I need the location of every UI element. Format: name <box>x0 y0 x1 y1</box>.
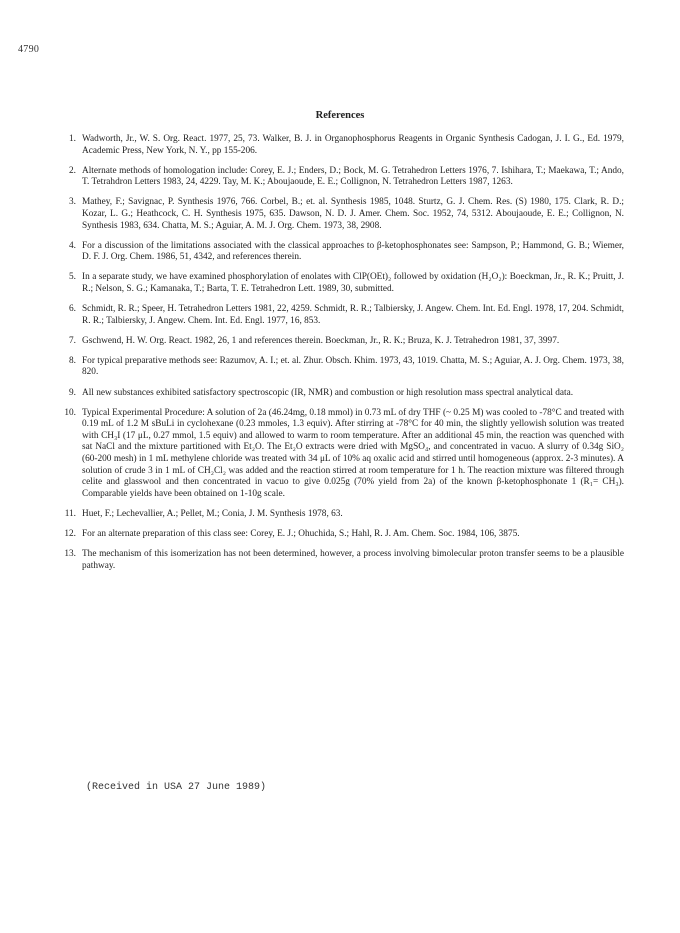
reference-item <box>56 272 624 295</box>
reference-number: 1. <box>69 134 76 144</box>
reference-text: For an alternate preparation of this class see: Corey, E. J.; Ohuchida, S.; Hahl, R. J. Am. Chem. Soc. 1984, 106, 3875. <box>82 528 520 539</box>
reference-text: Gschwend, H. W. Org. React. 1982, 26, 1 and references therein. Boeckman, Jr., R. K.; Bruza, K. J. Tetrahedron 1981, 37, 3997. <box>82 335 560 346</box>
reference-number: 5. <box>69 272 76 283</box>
reference-item <box>56 241 624 264</box>
reference-text: For a discussion of the limitations associated with the classical approaches to β-ketophosphonates see: Sampson, P.; Hammond, G. B.; Wiemer, D. F. J. Org. Chem. 1986, 51, 4342, and references therein. <box>82 240 624 263</box>
received-date: (Received in USA 27 June 1989) <box>86 782 267 793</box>
reference-item <box>56 134 624 157</box>
reference-item <box>56 549 624 572</box>
reference-text: The mechanism of this isomerization has not been determined, however, a process involving bimolecular proton transfer seems to be a plausible pathway. <box>82 549 624 571</box>
reference-number: 8. <box>69 355 76 366</box>
reference-number: 7. <box>69 335 76 346</box>
reference-number: 13. <box>64 549 76 560</box>
page-number: 4790 <box>18 44 40 55</box>
reference-number: 11. <box>64 508 76 519</box>
reference-text: Huet, F.; Lechevallier, A.; Pellet, M.; Conia, J. M. Synthesis 1978, 63. <box>82 508 343 519</box>
reference-item <box>56 356 624 379</box>
reference-text: Typical Experimental Procedure: A solution of 2a (46.24mg, 0.18 mmol) in 0.73 mL of dry THF (~ 0.25 M) was cooled to -78°C and treated with 0.19 mL of 1.2 M sBuLi in cyclohexane (0.23 mmoles, 1.3 equiv). After stirring at -78°C for 40 min, the slightly yellowish solution was treated with CH₃I (17 μL, 0.27 mmol, 1.5 equiv) and allowed to warm to room temperature. After an additional 45 min, the reaction was quenched with sat NaCl and the mixture partitioned with Et₂O. The Et₂O extracts were dried with MgSO₄, and concentrated in vacuo. A slurry of 0.34g SiO₂ (60-200 mesh) in 1 mL methylene chloride was treated with 34 μL of 10% aq oxalic acid and stirred until homogeneous (approx. 2-3 minutes). A solution of crude 3 in 1 mL of CH₂Cl₂ was added and the reaction stirred at room temperature for 1 h. The reaction mixture was filtered through celite and glasswool and then concentrated in vacuo to give 0.025g (70% yield from 2a) of the known β-ketophosphonate 1 (R₁= CH₃). Comparable yields have been obtained on 1-10g scale. <box>82 407 624 499</box>
reference-number: 6. <box>69 304 76 315</box>
reference-list <box>56 134 624 581</box>
reference-number: 3. <box>69 197 76 208</box>
reference-text: In a separate study, we have examined phosphorylation of enolates with ClP(OEt)₂ followed by oxidation (H₂O₂): Boeckman, Jr., R. K.; Pruitt, J. R.; Nelson, S. G.; Kamanaka, T.; Barta, T. E. Tetrahedron Lett. 1989, 30, submitted. <box>82 272 624 294</box>
reference-item <box>56 166 624 189</box>
reference-text: Schmidt, R. R.; Speer, H. Tetrahedron Letters 1981, 22, 4259. Schmidt, R. R.; Talbiersky, J. Angew. Chem. Int. Ed. Engl. 1978, 17, 204. Schmidt, R. R.; Talbiersky, J. Angew. Chem. Int. Ed. Engl. 1977, 16, 853. <box>82 304 624 326</box>
reference-text: Mathey, F.; Savignac, P. Synthesis 1976, 766. Corbel, B.; et. al. Synthesis 1985, 1048. Sturtz, G. J. Chem. Res. (S) 1980, 175. Clark, R. D.; Kozar, L. G.; Heathcock, C. H. Synthesis 1975, 635. Dawson, N. D. J. Amer. Chem. Soc. 1952, 74, 5312. Aboujaoude, E. E.; Collignon, N. Synthesis 1983, 634. Chatta, M. S.; Aguiar, A. M. J. Org. Chem. 1973, 38, 2908. <box>82 197 624 231</box>
reference-text: Wadworth, Jr., W. S. Org. React. 1977, 25, 73. Walker, B. J. in Organophosphorus Reagents in Organic Synthesis Cadogan, J. I. G., Ed. 1979, Academic Press, New York, N. Y., pp 155-206. <box>82 134 624 156</box>
reference-item <box>56 408 624 501</box>
reference-item <box>56 509 624 521</box>
reference-text: All new substances exhibited satisfactory spectroscopic (IR, NMR) and combustion or high resolution mass spectral analytical data. <box>82 387 574 398</box>
reference-number: 9. <box>69 387 76 398</box>
reference-item <box>56 336 624 348</box>
reference-number: 4. <box>69 240 76 251</box>
reference-number: 12. <box>64 528 76 539</box>
references-heading: References <box>315 110 365 121</box>
reference-item <box>56 304 624 327</box>
reference-text: Alternate methods of homologation include: Corey, E. J.; Enders, D.; Bock, M. G. Tetrahedron Letters 1976, 7. Ishihara, T.; Maekawa, T.; Ando, T. Tetrahdron Letters 1983, 24, 4229. Tay, M. K.; Aboujaoude, E. E.; Collignon, N. Tetrahedron Letters 1987, 1263. <box>82 165 624 188</box>
reference-number: 2. <box>69 165 76 176</box>
reference-item <box>56 529 624 541</box>
reference-item <box>56 388 624 400</box>
reference-item <box>56 197 624 232</box>
reference-number: 10. <box>64 407 76 418</box>
reference-text: For typical preparative methods see: Razumov, A. I.; et. al. Zhur. Obsch. Khim. 1973, 43, 1019. Chatta, M. S.; Aguiar, A. J. Org. Chem. 1973, 38, 820. <box>82 355 624 378</box>
